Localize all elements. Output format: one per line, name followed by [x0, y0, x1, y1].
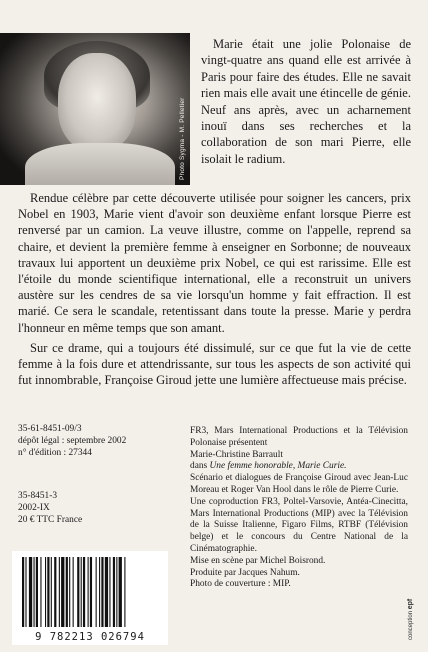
barcode-bar [81, 557, 82, 627]
portrait-photo [0, 33, 190, 185]
barcode-bar [54, 557, 56, 627]
barcode-bar [99, 557, 100, 627]
credits-direction: Mise en scène par Michel Boisrond. [190, 555, 326, 566]
barcode-bar [51, 557, 52, 627]
price-info [18, 491, 178, 526]
portrait-shirt [25, 143, 175, 185]
price: 20 € TTC France [18, 514, 83, 525]
barcode-bar [59, 557, 60, 627]
barcode-bar [83, 557, 85, 627]
barcode-bar [34, 557, 35, 627]
credits-producer: Produite par Jacques Nahum. [190, 567, 300, 578]
credits-film-title: Une femme honorable, Marie Curie. [209, 461, 347, 472]
legal-info [18, 424, 178, 459]
film-credits [190, 426, 408, 591]
barcode-bar [61, 557, 64, 627]
barcode-bars [20, 557, 160, 627]
credits-title-line [190, 461, 408, 473]
barcode-bar [69, 557, 70, 627]
logo-brand: epf [407, 598, 414, 610]
barcode-bar [105, 557, 108, 627]
synopsis-paragraph-1: Rendue célèbre par cette découverte utilisée pour soigner les cancers, prix Nobel en 1903, Marie vient d'avoir son deuxième enfant lorsque Pierre est renversé par un camion. La veuve illustre, comme on l'appelle, reprend sa chaire, et devient la première femme à enseigner en Sorbonne; de nouveaux travaux lui apportent un deuxième prix Nobel, ce qui est rarissime. Elle est l'étoile du monde scientifique international, elle a reconstruit un univers austère sur les cendres de sa vie lorsqu'un homme y fait effraction. Il est marié. Ce sera le scandale, retentissant dans toute la presse. Marie y perdra l'honneur en même temps que son amant. [18, 191, 411, 335]
barcode-bar [101, 557, 103, 627]
credits-coproduction: Une coproduction FR3, Poltel-Varsovie, Antéa-Cinecitta, Mars International Productions (MIP) avec la Télévision de la Suisse Italienne, Figaro Films, RTBF (Télévision belge) et le concours du Centre National de la Cinématographie. [190, 496, 408, 554]
barcode-bar [124, 557, 125, 627]
barcode-bar [25, 557, 26, 627]
synopsis [18, 190, 411, 392]
product-code: 35-8451-3 [18, 491, 58, 501]
barcode-bar [73, 557, 74, 627]
barcode-bar [109, 557, 110, 627]
photo-credit: Photo Sygma - M. Pelletier [179, 97, 186, 180]
logo-prefix: conception [408, 610, 414, 640]
print-date: 2002-IX [18, 502, 50, 513]
barcode-bar [96, 557, 97, 627]
credits-screenplay: Scénario et dialogues de Françoise Giroud avec Jean-Luc Moreau et Roger Van Hool dans le rôle de Pierre Curie. [190, 473, 408, 495]
barcode-bar [90, 557, 92, 627]
synopsis-paragraph-2: Sur ce drame, qui a toujours été dissimulé, sur ce que fut la vie de cette femme à la fois dure et attendrissante, sur tous les aspects de son activité qui fut innombrable, Françoise Giroud jette une lumière affectueuse mais précise. [18, 340, 411, 388]
barcode-bar [40, 557, 41, 627]
barcode-bar [36, 557, 38, 627]
credits-cover-photo: Photo de couverture : MIP. [190, 579, 291, 590]
credits-title-prefix: dans [190, 461, 210, 472]
isbn-barcode [12, 551, 168, 645]
credits-presenters: FR3, Mars International Productions et la Télévision Polonaise présentent [190, 426, 408, 448]
barcode-bar [113, 557, 115, 627]
credits-star: Marie-Christine Barrault [190, 449, 283, 460]
portrait-face [58, 53, 136, 151]
intro-paragraph: Marie était une jolie Polonaise de vingt-quatre ans quand elle est arrivée à Paris pour faire des études. Elle ne savait rien mais elle avait une étincelle de génie. Neuf ans après, avec un acharnement inouï dans ses recherches et la collaboration de son mari Pierre, elle isolait le radium. [201, 37, 411, 166]
barcode-bar [88, 557, 89, 627]
publisher-logo [407, 540, 421, 640]
barcode-bar [22, 557, 24, 627]
intro-text [201, 36, 411, 167]
barcode-bar [116, 557, 117, 627]
legal-code: 35-61-8451-09/3 [18, 424, 82, 434]
barcode-bar [77, 557, 79, 627]
edition-number: n° d'édition : 27344 [18, 447, 92, 458]
barcode-digits: 9 782213 026794 [35, 631, 145, 643]
barcode-bar [47, 557, 49, 627]
barcode-bar [45, 557, 46, 627]
barcode-bar [29, 557, 32, 627]
legal-deposit: dépôt légal : septembre 2002 [18, 435, 127, 446]
barcode-bar [119, 557, 122, 627]
barcode-bar [66, 557, 68, 627]
